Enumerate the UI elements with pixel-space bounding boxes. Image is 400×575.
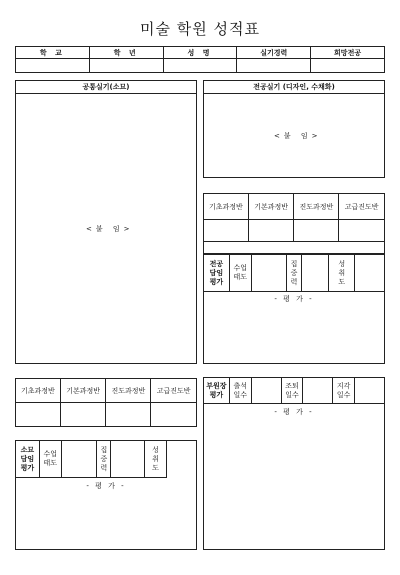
director-eval-label: - 평 가 - xyxy=(274,408,314,416)
major-eval-table xyxy=(203,254,385,292)
class-basic-course: 기초과정반 xyxy=(204,194,249,220)
class-basic-check[interactable] xyxy=(204,220,249,242)
class-progress-check[interactable] xyxy=(294,220,339,242)
sketch-class-grid xyxy=(15,378,197,427)
sketch-eval-row-label: 소묘 담임 평가 xyxy=(16,441,40,478)
class-fundamental-course: 기본과정반 xyxy=(248,194,294,220)
major-focus-label: 집 중 력 xyxy=(286,255,302,292)
major-focus-value[interactable] xyxy=(302,255,329,292)
grade-header: 학 년 xyxy=(89,47,163,59)
major-class-grid xyxy=(203,193,385,242)
tardy-value[interactable] xyxy=(355,378,385,404)
major-attitude-label: 수업 태도 xyxy=(229,255,251,292)
major-attach-label: <붙 임> xyxy=(274,132,322,140)
sketch-class-advanced-check[interactable] xyxy=(151,403,197,427)
sketch-attach-label: <붙 임> xyxy=(86,225,134,233)
major-eval-label: - 평 가 - xyxy=(274,295,314,303)
school-field[interactable] xyxy=(16,59,90,73)
director-eval-row-label: 부원장 평가 xyxy=(204,378,230,404)
desired-major-header: 희망전공 xyxy=(311,47,385,59)
sketch-class-basic: 기초과정반 xyxy=(16,379,61,403)
early-leave-label: 조퇴 일수 xyxy=(281,378,303,404)
sketch-class-fundamental-check[interactable] xyxy=(60,403,106,427)
major-eval-row-label: 전공 담임 평가 xyxy=(204,255,230,292)
sketch-achievement-label: 성 취 도 xyxy=(145,441,167,478)
career-header: 실기경력 xyxy=(237,47,311,59)
major-achievement-value[interactable] xyxy=(355,255,385,292)
page-title: 미술 학원 성적표 xyxy=(140,20,260,38)
school-header: 학 교 xyxy=(16,47,90,59)
desired-major-field[interactable] xyxy=(311,59,385,73)
sketch-focus-label: 집 중 력 xyxy=(97,441,111,478)
major-attitude-value[interactable] xyxy=(251,255,286,292)
class-progress-course: 진도과정반 xyxy=(294,194,339,220)
class-advanced-check[interactable] xyxy=(339,220,385,242)
major-class-grid-footer xyxy=(203,241,385,254)
sketch-panel-heading: 공통실기(소묘) xyxy=(16,81,196,94)
attendance-label: 출석 일수 xyxy=(229,378,251,404)
director-eval-table xyxy=(203,377,385,404)
sketch-class-advanced: 고급진도반 xyxy=(151,379,197,403)
sketch-class-progress: 진도과정반 xyxy=(106,379,151,403)
major-achievement-label: 성 취 도 xyxy=(329,255,355,292)
tardy-label: 지각 일수 xyxy=(333,378,355,404)
major-panel-heading: 전공실기 (디자인, 수채화) xyxy=(204,81,384,94)
career-field[interactable] xyxy=(237,59,311,73)
name-field[interactable] xyxy=(163,59,237,73)
sketch-focus-value[interactable] xyxy=(111,441,145,478)
name-header: 성 명 xyxy=(163,47,237,59)
sketch-eval-label: - 평 가 - xyxy=(86,482,126,490)
class-fundamental-check[interactable] xyxy=(248,220,294,242)
student-info-table xyxy=(15,46,385,73)
sketch-attachment-panel xyxy=(15,80,197,364)
sketch-eval-table xyxy=(15,440,167,478)
class-advanced-course: 고급진도반 xyxy=(339,194,385,220)
sketch-attitude-label: 수업 태도 xyxy=(39,441,61,478)
attendance-value[interactable] xyxy=(251,378,281,404)
grade-field[interactable] xyxy=(89,59,163,73)
sketch-class-progress-check[interactable] xyxy=(106,403,151,427)
sketch-class-fundamental: 기본과정반 xyxy=(60,379,106,403)
major-attachment-panel xyxy=(203,80,385,178)
sketch-class-basic-check[interactable] xyxy=(16,403,61,427)
sketch-attitude-value[interactable] xyxy=(61,441,97,478)
early-leave-value[interactable] xyxy=(303,378,333,404)
